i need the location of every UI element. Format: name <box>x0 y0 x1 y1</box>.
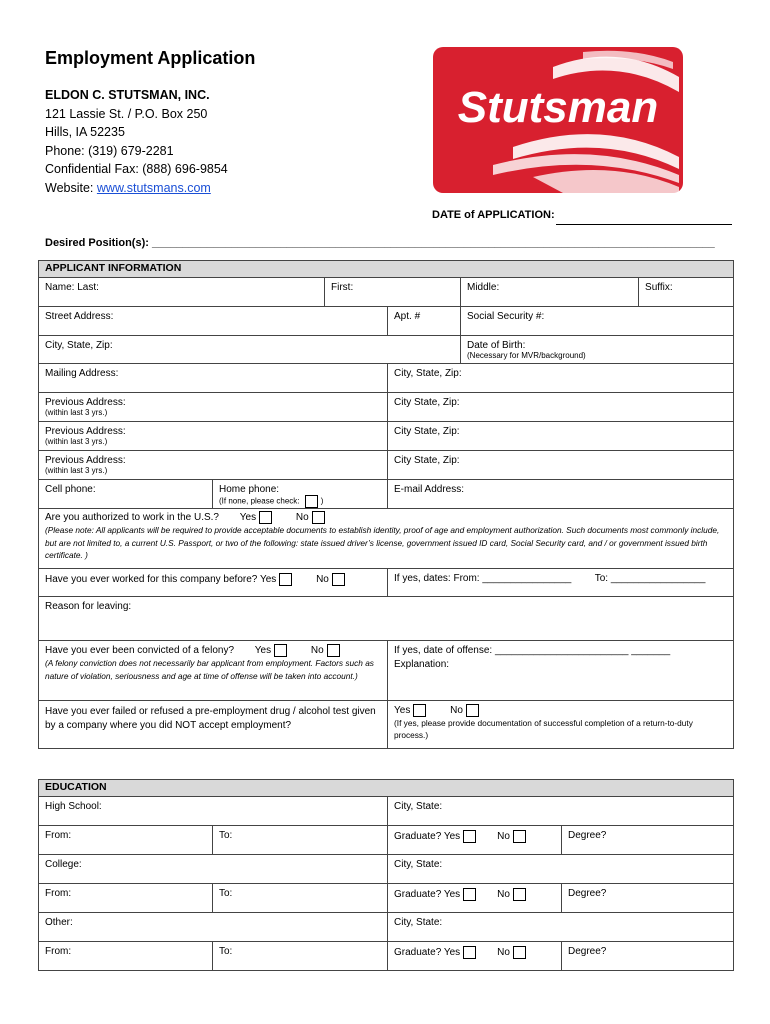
other-graduate-no-checkbox[interactable] <box>513 946 526 959</box>
logo-text: Stutsman <box>457 83 659 132</box>
college-city-field[interactable]: City, State: <box>388 855 734 884</box>
date-of-application-field[interactable] <box>556 224 732 225</box>
date-of-application-label: DATE of APPLICATION: <box>432 209 555 221</box>
phone-line: Phone: (319) 679-2281 <box>45 143 174 158</box>
college-to-field[interactable]: To: <box>213 884 388 913</box>
hs-graduate-yes-checkbox[interactable] <box>463 830 476 843</box>
website-label: Website: <box>45 180 94 195</box>
authorization-note: (Please note: All applicants will be required to provide acceptable documents to establish identity, proof of age and employment authorization. Such documents most commonly include, but are not limited to, a current U.S. Passport, or two of the following: state issued driver’s license, government issued ID card, Social Security card, and / or government issued birth certificate. ) <box>45 525 720 560</box>
drug-test-yes-checkbox[interactable] <box>413 704 426 717</box>
previous-address-field-1[interactable]: Previous Address: (within last 3 yrs.) <box>39 393 388 422</box>
suffix-field[interactable]: Suffix: <box>645 282 673 293</box>
address-line-1: 121 Lassie St. / P.O. Box 250 <box>45 106 208 121</box>
other-from-field[interactable]: From: <box>39 942 213 971</box>
other-graduate-yes-checkbox[interactable] <box>463 946 476 959</box>
felony-question: Have you ever been convicted of a felony? <box>45 645 235 657</box>
college-graduate-no-checkbox[interactable] <box>513 888 526 901</box>
felony-details-field[interactable]: If yes, date of offense: ________________________ _______ Explanation: <box>388 641 734 701</box>
worked-before-row: Have you ever worked for this company before? Yes No <box>39 569 388 597</box>
other-degree-field[interactable]: Degree? <box>562 942 734 971</box>
no-home-phone-checkbox[interactable] <box>305 495 318 508</box>
authorized-no-checkbox[interactable] <box>312 511 325 524</box>
high-school-graduate-row: Graduate? Yes No <box>388 826 562 855</box>
felony-note: (A felony conviction does not necessarily bar applicant from employment. Factors such as nature of violation, seriousness and age at time of offense will be taken into account.) <box>45 658 374 681</box>
college-graduate-row: Graduate? Yes No <box>388 884 562 913</box>
high-school-field[interactable]: High School: <box>39 797 388 826</box>
work-authorization-row: Are you authorized to work in the U.S.? Yes No (Please note: All applicants will be required to provide acceptable documents to establish identity, proof of age and employment authorization. Such documents most commonly include, but are not limited to, a current U.S. Passport, or two of the following: state issued driver’s license, government issued ID card, Social Security card, and / or government issued birth certificate. ) <box>39 509 734 569</box>
middle-name-field[interactable]: Middle: <box>461 278 639 306</box>
college-degree-field[interactable]: Degree? <box>562 884 734 913</box>
ssn-field[interactable]: Social Security #: <box>461 307 734 336</box>
felony-no-checkbox[interactable] <box>327 644 340 657</box>
desired-position-field[interactable]: ____________________________________________________________________________________________ <box>151 237 715 249</box>
previous-address-field-3[interactable]: Previous Address: (within last 3 yrs.) <box>39 451 388 480</box>
authorized-yes-checkbox[interactable] <box>259 511 272 524</box>
previous-address-field-2[interactable]: Previous Address: (within last 3 yrs.) <box>39 422 388 451</box>
drug-test-question: Have you ever failed or refused a pre-employment drug / alcohol test given by a company where you did NOT accept employment? <box>39 701 388 749</box>
applicant-information-table <box>38 260 734 749</box>
stutsman-logo <box>433 47 683 193</box>
felony-yes-checkbox[interactable] <box>274 644 287 657</box>
previous-city-field-1[interactable]: City State, Zip: <box>388 393 734 422</box>
previous-city-field-2[interactable]: City State, Zip: <box>388 422 734 451</box>
company-address-block <box>45 86 228 197</box>
college-graduate-yes-checkbox[interactable] <box>463 888 476 901</box>
worked-before-question: Have you ever worked for this company before? <box>45 574 258 586</box>
hs-graduate-no-checkbox[interactable] <box>513 830 526 843</box>
worked-dates-field[interactable]: If yes, dates: From: ________________ To: _________________ <box>388 569 734 597</box>
other-school-field[interactable]: Other: <box>39 913 388 942</box>
high-school-to-field[interactable]: To: <box>213 826 388 855</box>
other-city-field[interactable]: City, State: <box>388 913 734 942</box>
applicant-section-header: APPLICANT INFORMATION <box>39 261 734 278</box>
high-school-city-field[interactable]: City, State: <box>388 797 734 826</box>
worked-before-no-checkbox[interactable] <box>332 573 345 586</box>
email-field[interactable]: E-mail Address: <box>388 480 734 509</box>
mailing-address-field[interactable]: Mailing Address: <box>39 364 388 393</box>
worked-before-yes-checkbox[interactable] <box>279 573 292 586</box>
drug-test-answer: Yes No (If yes, please provide documentation of successful completion of a return-to-duty process.) <box>388 701 734 749</box>
drug-test-no-checkbox[interactable] <box>466 704 479 717</box>
education-section-header: EDUCATION <box>39 780 734 797</box>
mailing-city-field[interactable]: City, State, Zip: <box>388 364 734 393</box>
website-line <box>45 179 228 198</box>
reason-for-leaving-field[interactable]: Reason for leaving: <box>39 597 734 641</box>
fax-line: Confidential Fax: (888) 696-9854 <box>45 162 228 176</box>
page-title: Employment Application <box>45 48 256 68</box>
cell-phone-field[interactable]: Cell phone: <box>39 480 213 509</box>
desired-position-label: Desired Position(s): <box>45 237 149 249</box>
other-graduate-row: Graduate? Yes No <box>388 942 562 971</box>
college-from-field[interactable]: From: <box>39 884 213 913</box>
desired-position-row <box>45 237 715 249</box>
education-table <box>38 779 734 971</box>
website-link[interactable]: www.stutsmans.com <box>96 180 211 195</box>
address-line-2: Hills, IA 52235 <box>45 125 125 139</box>
company-name: ELDON C. STUTSMAN, INC. <box>45 88 210 102</box>
city-state-zip-field[interactable]: City, State, Zip: <box>39 336 461 364</box>
drug-test-note: (If yes, please provide documentation of successful completion of a return-to-duty process.) <box>394 718 693 740</box>
college-field[interactable]: College: <box>39 855 388 884</box>
high-school-from-field[interactable]: From: <box>39 826 213 855</box>
home-phone-field[interactable]: Home phone: (If none, please check: ) <box>213 480 388 509</box>
apt-field[interactable]: Apt. # <box>388 307 461 336</box>
street-address-field[interactable]: Street Address: <box>39 307 388 336</box>
date-of-birth-field[interactable]: Date of Birth: (Necessary for MVR/background) <box>461 336 734 364</box>
work-authorization-question: Are you authorized to work in the U.S.? <box>45 512 219 524</box>
first-name-field[interactable]: First: <box>325 278 461 307</box>
other-to-field[interactable]: To: <box>213 942 388 971</box>
previous-city-field-3[interactable]: City State, Zip: <box>388 451 734 480</box>
high-school-degree-field[interactable]: Degree? <box>562 826 734 855</box>
felony-row: Have you ever been convicted of a felony? Yes No (A felony conviction does not necessarily bar applicant from employment. Factors such as nature of violation, seriousness and age at time of offense will be taken into account.) <box>39 641 388 701</box>
last-name-field[interactable]: Name: Last: <box>39 278 325 307</box>
